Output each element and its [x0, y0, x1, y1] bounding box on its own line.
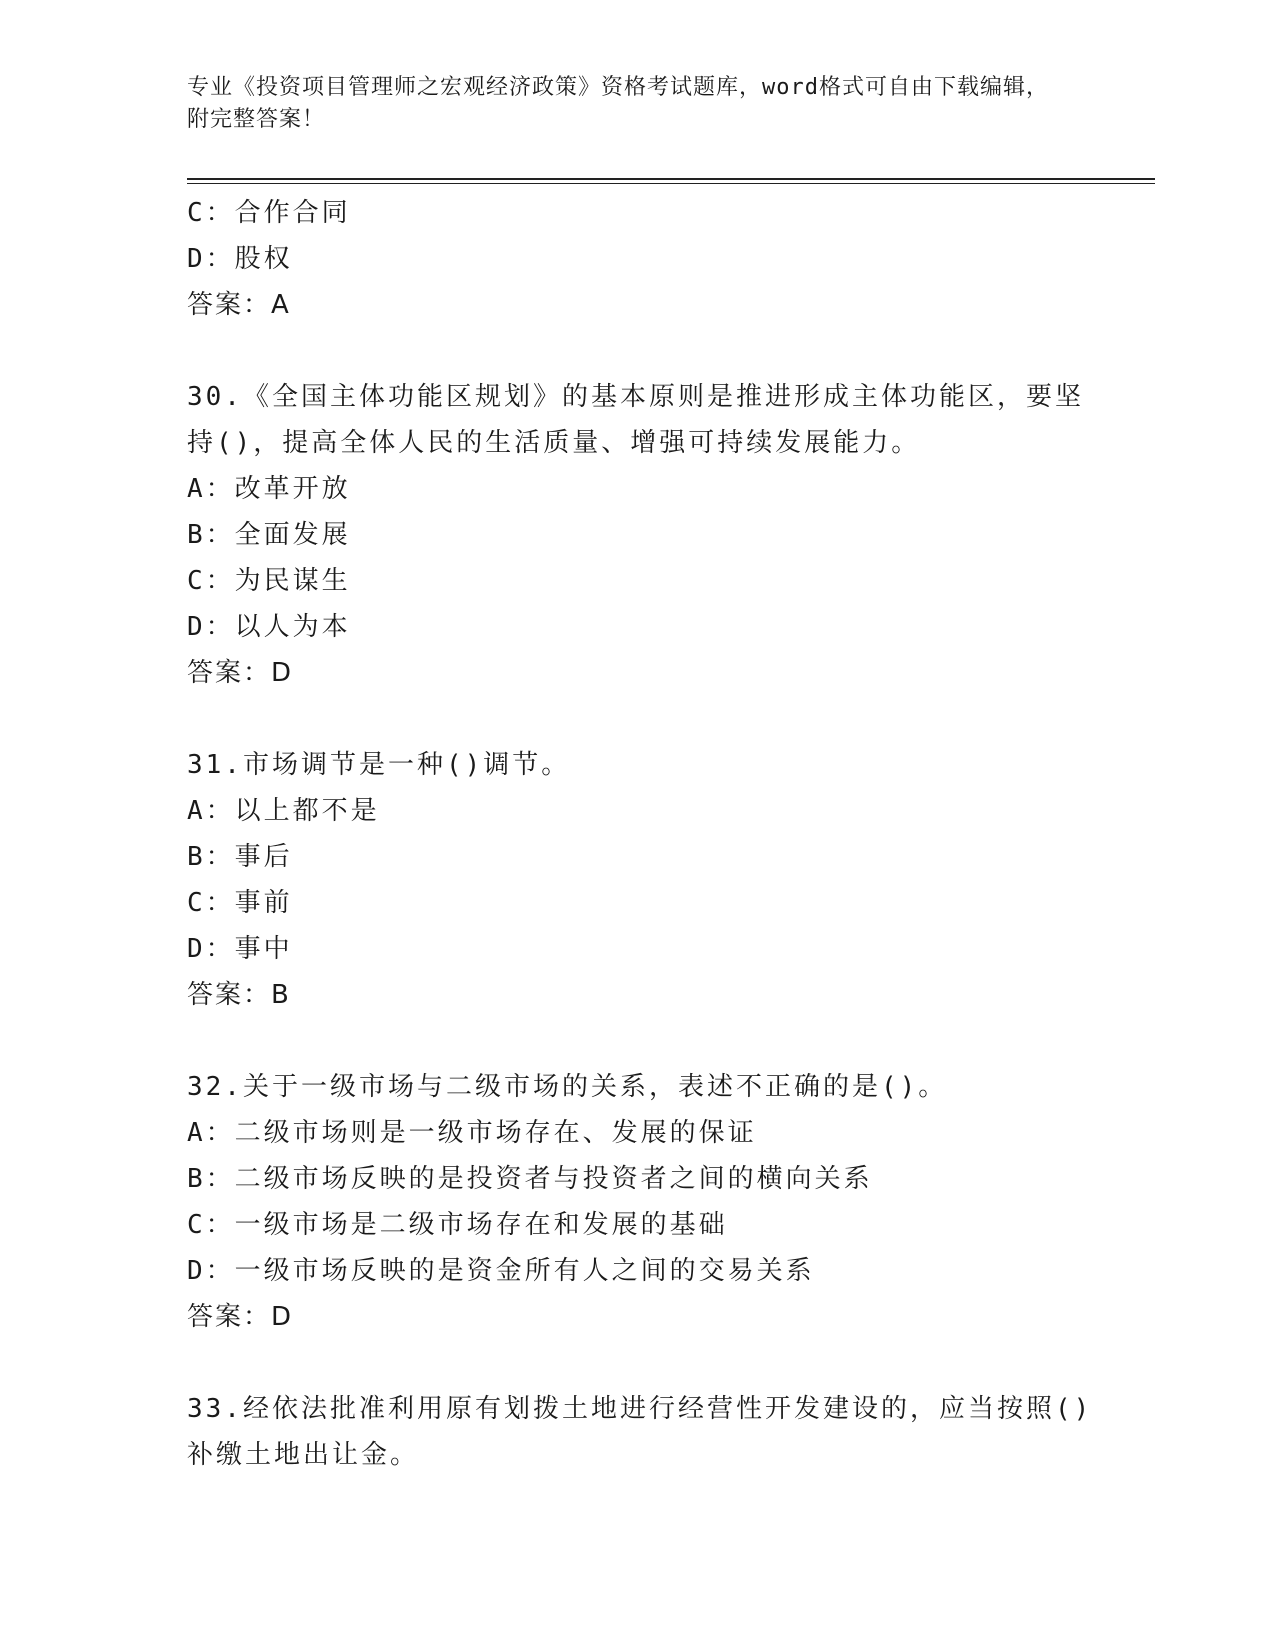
option-b: B：全面发展 [187, 520, 351, 550]
answer: 答案：D [187, 1302, 294, 1332]
header-divider-thin [187, 183, 1155, 184]
question-stem: 32.关于一级市场与二级市场的关系，表述不正确的是()。 [187, 1072, 948, 1102]
document-header: 专业《投资项目管理师之宏观经济政策》资格考试题库，word格式可自由下载编辑，附完整答案！ [187, 75, 1049, 132]
option-c: C：事前 [187, 888, 293, 918]
question-list [187, 190, 1093, 1478]
answer: 答案：D [187, 658, 294, 688]
option-a: A：以上都不是 [187, 796, 380, 826]
question-stem-cont: 补缴土地出让金。 [187, 1440, 420, 1470]
option-a: A：改革开放 [187, 474, 351, 504]
question-33 [187, 1386, 1093, 1478]
option-d: D：股权 [187, 244, 293, 274]
question-32 [187, 1064, 1087, 1340]
option-d: D：事中 [187, 934, 293, 964]
question-stem-cont: 持()，提高全体人民的生活质量、增强可持续发展能力。 [187, 428, 921, 458]
option-b: B：二级市场反映的是投资者与投资者之间的横向关系 [187, 1164, 873, 1194]
option-b: B：事后 [187, 842, 293, 872]
option-c: C：为民谋生 [187, 566, 351, 596]
header-divider [187, 178, 1155, 180]
question-stem: 33.经依法批准利用原有划拨土地进行经营性开发建设的，应当按照() [187, 1394, 1093, 1424]
option-c: C：合作合同 [187, 198, 351, 228]
question-31 [187, 742, 1087, 1018]
answer: 答案：B [187, 980, 291, 1010]
option-c: C：一级市场是二级市场存在和发展的基础 [187, 1210, 728, 1240]
question-30 [187, 374, 1087, 696]
option-d: D：以人为本 [187, 612, 351, 642]
option-d: D：一级市场反映的是资金所有人之间的交易关系 [187, 1256, 815, 1286]
question-stem: 31.市场调节是一种()调节。 [187, 750, 571, 780]
question-stem: 30.《全国主体功能区规划》的基本原则是推进形成主体功能区，要坚 [187, 382, 1084, 412]
option-a: A：二级市场则是一级市场存在、发展的保证 [187, 1118, 757, 1148]
answer: 答案：A [187, 290, 291, 320]
